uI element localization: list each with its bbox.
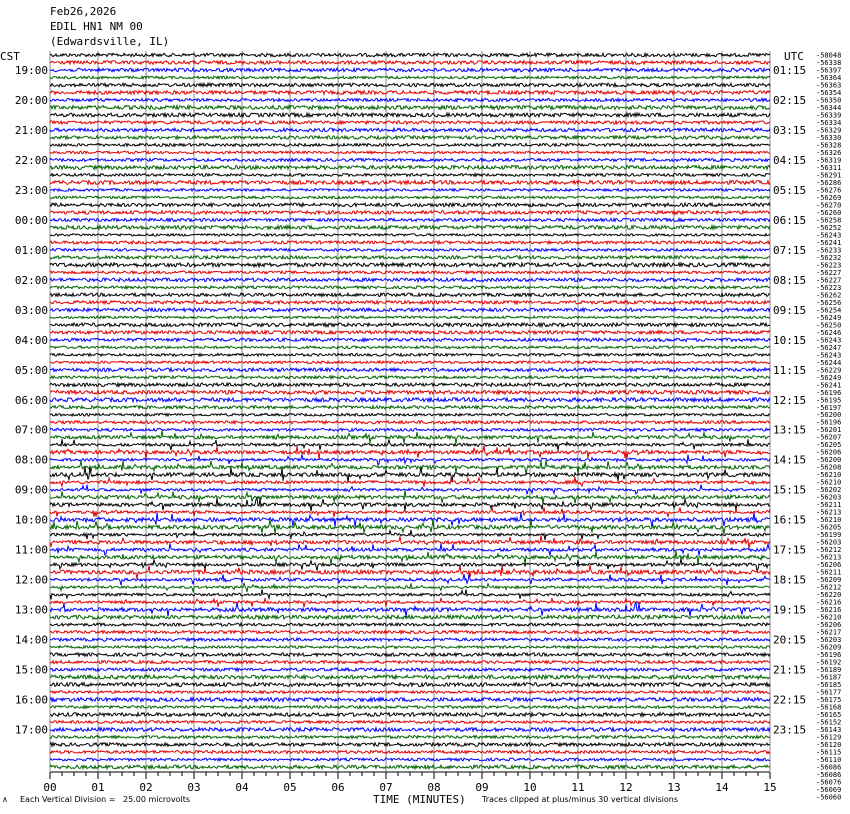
seismic-trace xyxy=(50,551,770,564)
seismic-trace xyxy=(50,623,770,626)
trace-offset-label: -56339 xyxy=(816,111,842,120)
right-hour-label: 11:15 xyxy=(773,363,807,377)
seismic-trace xyxy=(50,559,770,571)
time-axis xyxy=(43,772,776,794)
trace-offset-label: -56203 xyxy=(816,493,842,502)
trace-offset-label: -56199 xyxy=(816,531,842,540)
seismic-trace xyxy=(50,76,770,79)
seismic-trace xyxy=(50,68,770,72)
trace-offset-label: -56270 xyxy=(816,201,842,210)
trace-offset-label: -56086 xyxy=(816,763,842,772)
left-hour-label: 02:00 xyxy=(14,273,48,287)
trace-offset-label: -56241 xyxy=(816,238,842,247)
seismic-trace xyxy=(50,590,770,600)
seismic-trace xyxy=(50,675,770,679)
right-timezone-label: UTC xyxy=(784,50,804,63)
seismic-trace xyxy=(50,196,770,199)
left-hour-label: 17:00 xyxy=(14,723,48,737)
trace-offset-label: -56213 xyxy=(816,553,842,562)
trace-offset-label: -56223 xyxy=(816,261,842,270)
x-tick-label: 01 xyxy=(91,781,105,794)
trace-offset-label: -56216 xyxy=(816,598,842,607)
right-hour-label: 09:15 xyxy=(773,303,807,317)
seismic-trace xyxy=(50,91,770,95)
trace-offset-label: -56232 xyxy=(816,253,842,262)
x-tick-label: 06 xyxy=(331,781,345,794)
seismic-trace xyxy=(50,136,770,139)
seismic-trace xyxy=(50,421,770,424)
trace-offset-label: -56069 xyxy=(816,785,842,794)
trace-offset-label: -56205 xyxy=(816,441,842,450)
trace-offset-label: -56152 xyxy=(816,718,842,727)
trace-offset-label: -56129 xyxy=(816,733,842,742)
left-hour-label: 15:00 xyxy=(14,663,48,677)
trace-offset-label: -56196 xyxy=(816,388,842,397)
seismic-trace xyxy=(50,661,770,664)
trace-offset-label: -56276 xyxy=(816,186,842,195)
seismic-trace xyxy=(50,713,770,717)
seismic-trace xyxy=(50,249,770,252)
seismic-trace xyxy=(50,368,770,372)
trace-offset-label: -56216 xyxy=(816,606,842,615)
trace-offset-label: -56329 xyxy=(816,126,842,135)
right-hour-label: 13:15 xyxy=(773,423,807,437)
footer-scale-note: Each Vertical Division = 25.00 microvolts xyxy=(20,795,191,804)
seismic-trace xyxy=(50,338,770,341)
seismic-trace xyxy=(50,490,770,504)
trace-offset-label: -56244 xyxy=(816,358,842,367)
trace-offset-label: -56243 xyxy=(816,231,842,240)
seismic-trace xyxy=(50,398,770,402)
left-hour-label: 20:00 xyxy=(14,93,48,107)
seismic-trace xyxy=(50,706,770,709)
trace-offset-label: -56086 xyxy=(816,770,842,779)
left-hour-label: 04:00 xyxy=(14,333,48,347)
trace-offset-label: -56196 xyxy=(816,651,842,660)
x-tick-label: 09 xyxy=(475,781,489,794)
seismic-trace xyxy=(50,698,770,702)
seismic-trace xyxy=(50,331,770,334)
seismic-trace xyxy=(50,431,770,444)
x-tick-label: 00 xyxy=(43,781,57,794)
trace-offset-label: -56200 xyxy=(816,411,842,420)
trace-offset-label: -56319 xyxy=(816,156,842,165)
trace-offset-label: -56115 xyxy=(816,748,842,757)
right-hour-label: 04:15 xyxy=(773,153,807,167)
trace-offset-label: -56262 xyxy=(816,291,842,300)
trace-offset-label: -56256 xyxy=(816,298,842,307)
trace-offset-label: -56076 xyxy=(816,778,842,787)
right-hour-label: 16:15 xyxy=(773,513,807,527)
seismic-trace xyxy=(50,508,770,517)
trace-offset-label: -56258 xyxy=(816,216,842,225)
trace-offset-label: -56286 xyxy=(816,178,842,187)
trace-offset-label: -56207 xyxy=(816,433,842,442)
seismic-trace xyxy=(50,308,770,312)
x-tick-label: 02 xyxy=(139,781,153,794)
trace-offset-label: -56338 xyxy=(816,58,842,67)
seismic-trace xyxy=(50,390,770,394)
seismic-trace xyxy=(50,512,770,527)
trace-offset-label: -56210 xyxy=(816,471,842,480)
x-tick-label: 11 xyxy=(571,781,585,794)
trace-offset-label: -56203 xyxy=(816,538,842,547)
x-tick-label: 14 xyxy=(715,781,729,794)
x-axis-title: TIME (MINUTES) xyxy=(373,793,466,806)
trace-offset-label: -56229 xyxy=(816,366,842,375)
trace-offset-label: -56197 xyxy=(816,403,842,412)
trace-offset-label: -56249 xyxy=(816,313,842,322)
trace-offset-label: -56205 xyxy=(816,523,842,532)
left-hour-label: 21:00 xyxy=(14,123,48,137)
right-hour-label: 14:15 xyxy=(773,453,807,467)
trace-offset-label: -56254 xyxy=(816,306,842,315)
trace-offset-label: -56208 xyxy=(816,463,842,472)
seismic-trace xyxy=(50,174,770,177)
trace-offset-label: -56143 xyxy=(816,726,842,735)
seismic-trace xyxy=(50,646,770,649)
trace-offset-label: -56233 xyxy=(816,246,842,255)
left-hour-label: 16:00 xyxy=(14,693,48,707)
x-tick-label: 05 xyxy=(283,781,297,794)
left-hour-label: 07:00 xyxy=(14,423,48,437)
seismic-trace xyxy=(50,203,770,207)
trace-offset-label: -56200 xyxy=(816,456,842,465)
header-location: (Edwardsville, IL) xyxy=(50,35,170,48)
trace-offset-label: -56206 xyxy=(816,561,842,570)
x-tick-label: 08 xyxy=(427,781,441,794)
trace-offset-label: -56195 xyxy=(816,396,842,405)
seismic-trace xyxy=(50,293,770,296)
trace-offset-label: -56177 xyxy=(816,688,842,697)
seismic-trace xyxy=(50,751,770,754)
seismic-trace xyxy=(50,414,770,417)
left-hour-label: 13:00 xyxy=(14,603,48,617)
seismic-trace xyxy=(50,53,770,56)
trace-offset-label: -56363 xyxy=(816,81,842,90)
seismic-trace xyxy=(50,461,770,475)
trace-offset-label: -56210 xyxy=(816,516,842,525)
trace-offset-labels xyxy=(816,52,841,802)
trace-offset-label: -56334 xyxy=(816,118,842,127)
left-hour-label: 08:00 xyxy=(14,453,48,467)
trace-offset-label: -56211 xyxy=(816,568,842,577)
right-hour-label: 17:15 xyxy=(773,543,807,557)
trace-offset-label: -56210 xyxy=(816,478,842,487)
seismic-trace xyxy=(50,354,770,357)
trace-offset-label: -56330 xyxy=(816,133,842,142)
right-hour-label: 08:15 xyxy=(773,273,807,287)
seismic-trace xyxy=(50,278,770,282)
seismic-trace xyxy=(50,346,770,349)
trace-offset-label: -56187 xyxy=(816,673,842,682)
seismic-trace xyxy=(50,61,770,64)
footer-clip-note: Traces clipped at plus/minus 30 vertical divisions xyxy=(482,795,679,804)
seismic-trace xyxy=(50,151,770,154)
seismic-trace xyxy=(50,271,770,274)
trace-offset-label: -56364 xyxy=(816,73,842,82)
trace-offset-label: -56209 xyxy=(816,643,842,652)
seismic-trace xyxy=(50,736,770,739)
seismic-trace xyxy=(50,166,770,170)
right-hour-label: 06:15 xyxy=(773,213,807,227)
left-hour-label: 19:00 xyxy=(14,63,48,77)
x-tick-label: 10 xyxy=(523,781,537,794)
left-hour-label: 06:00 xyxy=(14,393,48,407)
trace-offset-label: -56212 xyxy=(816,583,842,592)
trace-offset-label: -56209 xyxy=(816,576,842,585)
x-tick-label: 13 xyxy=(667,781,681,794)
trace-offset-label: -56168 xyxy=(816,703,842,712)
seismic-trace xyxy=(50,99,770,102)
right-hour-label: 10:15 xyxy=(773,333,807,347)
right-hour-label: 02:15 xyxy=(773,93,807,107)
seismic-trace xyxy=(50,211,770,214)
right-hour-label: 18:15 xyxy=(773,573,807,587)
trace-offset-label: -58048 xyxy=(816,51,842,60)
seismic-trace xyxy=(50,530,770,540)
trace-offset-label: -56249 xyxy=(816,373,842,382)
left-hour-label: 14:00 xyxy=(14,633,48,647)
seismic-trace xyxy=(50,121,770,124)
header-station: EDIL HN1 NM 00 xyxy=(50,20,143,33)
trace-offset-label: -56311 xyxy=(816,163,842,172)
trace-group xyxy=(50,53,770,769)
right-hour-label: 19:15 xyxy=(773,603,807,617)
header-date: Feb26,2026 xyxy=(50,5,117,18)
left-hour-label: 09:00 xyxy=(14,483,48,497)
trace-offset-label: -56212 xyxy=(816,546,842,555)
x-tick-label: 03 xyxy=(187,781,201,794)
seismic-trace xyxy=(50,653,770,656)
seismic-trace xyxy=(50,128,770,132)
trace-offset-label: -56354 xyxy=(816,88,842,97)
trace-offset-label: -56203 xyxy=(816,636,842,645)
right-hour-label: 12:15 xyxy=(773,393,807,407)
seismic-trace xyxy=(50,691,770,694)
trace-offset-label: -56241 xyxy=(816,381,842,390)
left-hour-label: 22:00 xyxy=(14,153,48,167)
trace-offset-label: -56397 xyxy=(816,66,842,75)
trace-offset-label: -56213 xyxy=(816,508,842,517)
seismic-trace xyxy=(50,316,770,318)
trace-offset-label: -56220 xyxy=(816,591,842,600)
left-hour-label: 12:00 xyxy=(14,573,48,587)
seismic-trace xyxy=(50,189,770,192)
trace-offset-label: -56206 xyxy=(816,621,842,630)
x-tick-label: 07 xyxy=(379,781,393,794)
trace-offset-label: -56250 xyxy=(816,321,842,330)
seismic-trace xyxy=(50,383,770,387)
trace-offset-label: -56206 xyxy=(816,448,842,457)
seismic-trace xyxy=(50,758,770,761)
left-hour-label: 03:00 xyxy=(14,303,48,317)
seismic-trace xyxy=(50,598,770,607)
right-hour-label: 22:15 xyxy=(773,693,807,707)
trace-offset-label: -56175 xyxy=(816,696,842,705)
seismic-trace xyxy=(50,226,770,230)
seismic-trace xyxy=(50,439,770,450)
seismic-trace xyxy=(50,455,770,466)
seismic-trace xyxy=(50,428,770,431)
seismic-trace xyxy=(50,520,770,534)
seismic-trace xyxy=(50,218,770,221)
seismic-trace xyxy=(50,477,770,487)
seismic-trace xyxy=(50,631,770,634)
footer-mark: ∧ xyxy=(2,795,8,804)
seismic-trace xyxy=(50,683,770,687)
seismic-trace xyxy=(50,376,770,379)
seismic-trace xyxy=(50,668,770,671)
seismic-trace xyxy=(50,565,770,579)
left-hour-label: 05:00 xyxy=(14,363,48,377)
seismic-trace xyxy=(50,446,770,460)
trace-offset-label: -56196 xyxy=(816,418,842,427)
seismic-trace xyxy=(50,234,770,236)
seismic-trace xyxy=(50,543,770,555)
trace-offset-label: -56060 xyxy=(816,793,842,802)
trace-offset-label: -56189 xyxy=(816,666,842,675)
seismic-trace xyxy=(50,721,770,724)
trace-offset-label: -56326 xyxy=(816,148,842,157)
right-hour-labels xyxy=(773,64,806,737)
trace-offset-label: -56350 xyxy=(816,96,842,105)
right-hour-label: 05:15 xyxy=(773,183,807,197)
seismic-trace xyxy=(50,323,770,327)
trace-offset-label: -56252 xyxy=(816,223,842,232)
trace-offset-label: -56201 xyxy=(816,426,842,435)
seismic-trace xyxy=(50,106,770,110)
seismic-trace xyxy=(50,181,770,185)
x-tick-label: 12 xyxy=(619,781,633,794)
right-hour-label: 15:15 xyxy=(773,483,807,497)
trace-offset-label: -56227 xyxy=(816,276,842,285)
seismic-trace xyxy=(50,83,770,87)
left-hour-label: 23:00 xyxy=(14,183,48,197)
x-tick-label: 04 xyxy=(235,781,249,794)
right-hour-label: 01:15 xyxy=(773,63,807,77)
left-hour-label: 10:00 xyxy=(14,513,48,527)
trace-offset-label: -56223 xyxy=(816,283,842,292)
seismic-trace xyxy=(50,535,770,548)
seismic-trace xyxy=(50,574,770,585)
trace-offset-label: -56202 xyxy=(816,486,842,495)
trace-offset-label: -56185 xyxy=(816,681,842,690)
trace-offset-label: -56344 xyxy=(816,103,842,112)
left-hour-label: 01:00 xyxy=(14,243,48,257)
trace-offset-label: -56211 xyxy=(816,501,842,510)
trace-offset-label: -56243 xyxy=(816,351,842,360)
seismic-trace xyxy=(50,602,770,617)
seismic-trace xyxy=(50,263,770,267)
seismic-trace xyxy=(50,743,770,746)
left-hour-label: 00:00 xyxy=(14,213,48,227)
trace-offset-label: -56227 xyxy=(816,268,842,277)
right-hour-label: 23:15 xyxy=(773,723,807,737)
trace-offset-label: -56269 xyxy=(816,193,842,202)
right-hour-label: 21:15 xyxy=(773,663,807,677)
right-hour-label: 20:15 xyxy=(773,633,807,647)
seismic-trace xyxy=(50,498,770,512)
seismic-trace xyxy=(50,765,770,769)
trace-offset-label: -56291 xyxy=(816,171,842,180)
trace-offset-label: -56328 xyxy=(816,141,842,150)
trace-offset-label: -56217 xyxy=(816,628,842,637)
seismic-trace xyxy=(50,406,770,409)
x-tick-label: 15 xyxy=(763,781,777,794)
trace-offset-label: -56120 xyxy=(816,741,842,750)
left-timezone-label: CST xyxy=(0,50,20,63)
trace-offset-label: -56165 xyxy=(816,711,842,720)
seismic-trace xyxy=(50,158,770,161)
seismic-trace xyxy=(50,615,770,619)
left-hour-label: 11:00 xyxy=(14,543,48,557)
trace-offset-label: -56246 xyxy=(816,328,842,337)
trace-offset-label: -56243 xyxy=(816,336,842,345)
trace-offset-label: -56192 xyxy=(816,658,842,667)
seismic-trace xyxy=(50,361,770,364)
trace-offset-label: -56210 xyxy=(816,613,842,622)
left-hour-labels xyxy=(15,64,48,737)
seismic-trace xyxy=(50,113,770,117)
seismic-trace xyxy=(50,301,770,304)
trace-offset-label: -56260 xyxy=(816,208,842,217)
seismic-trace xyxy=(50,256,770,259)
seismic-trace xyxy=(50,728,770,732)
right-hour-label: 07:15 xyxy=(773,243,807,257)
seismic-trace xyxy=(50,144,770,147)
trace-offset-label: -56247 xyxy=(816,343,842,352)
trace-offset-label: -56110 xyxy=(816,756,842,765)
right-hour-label: 03:15 xyxy=(773,123,807,137)
seismic-trace xyxy=(50,241,770,244)
seismic-trace xyxy=(50,286,770,289)
seismic-trace xyxy=(50,638,770,641)
